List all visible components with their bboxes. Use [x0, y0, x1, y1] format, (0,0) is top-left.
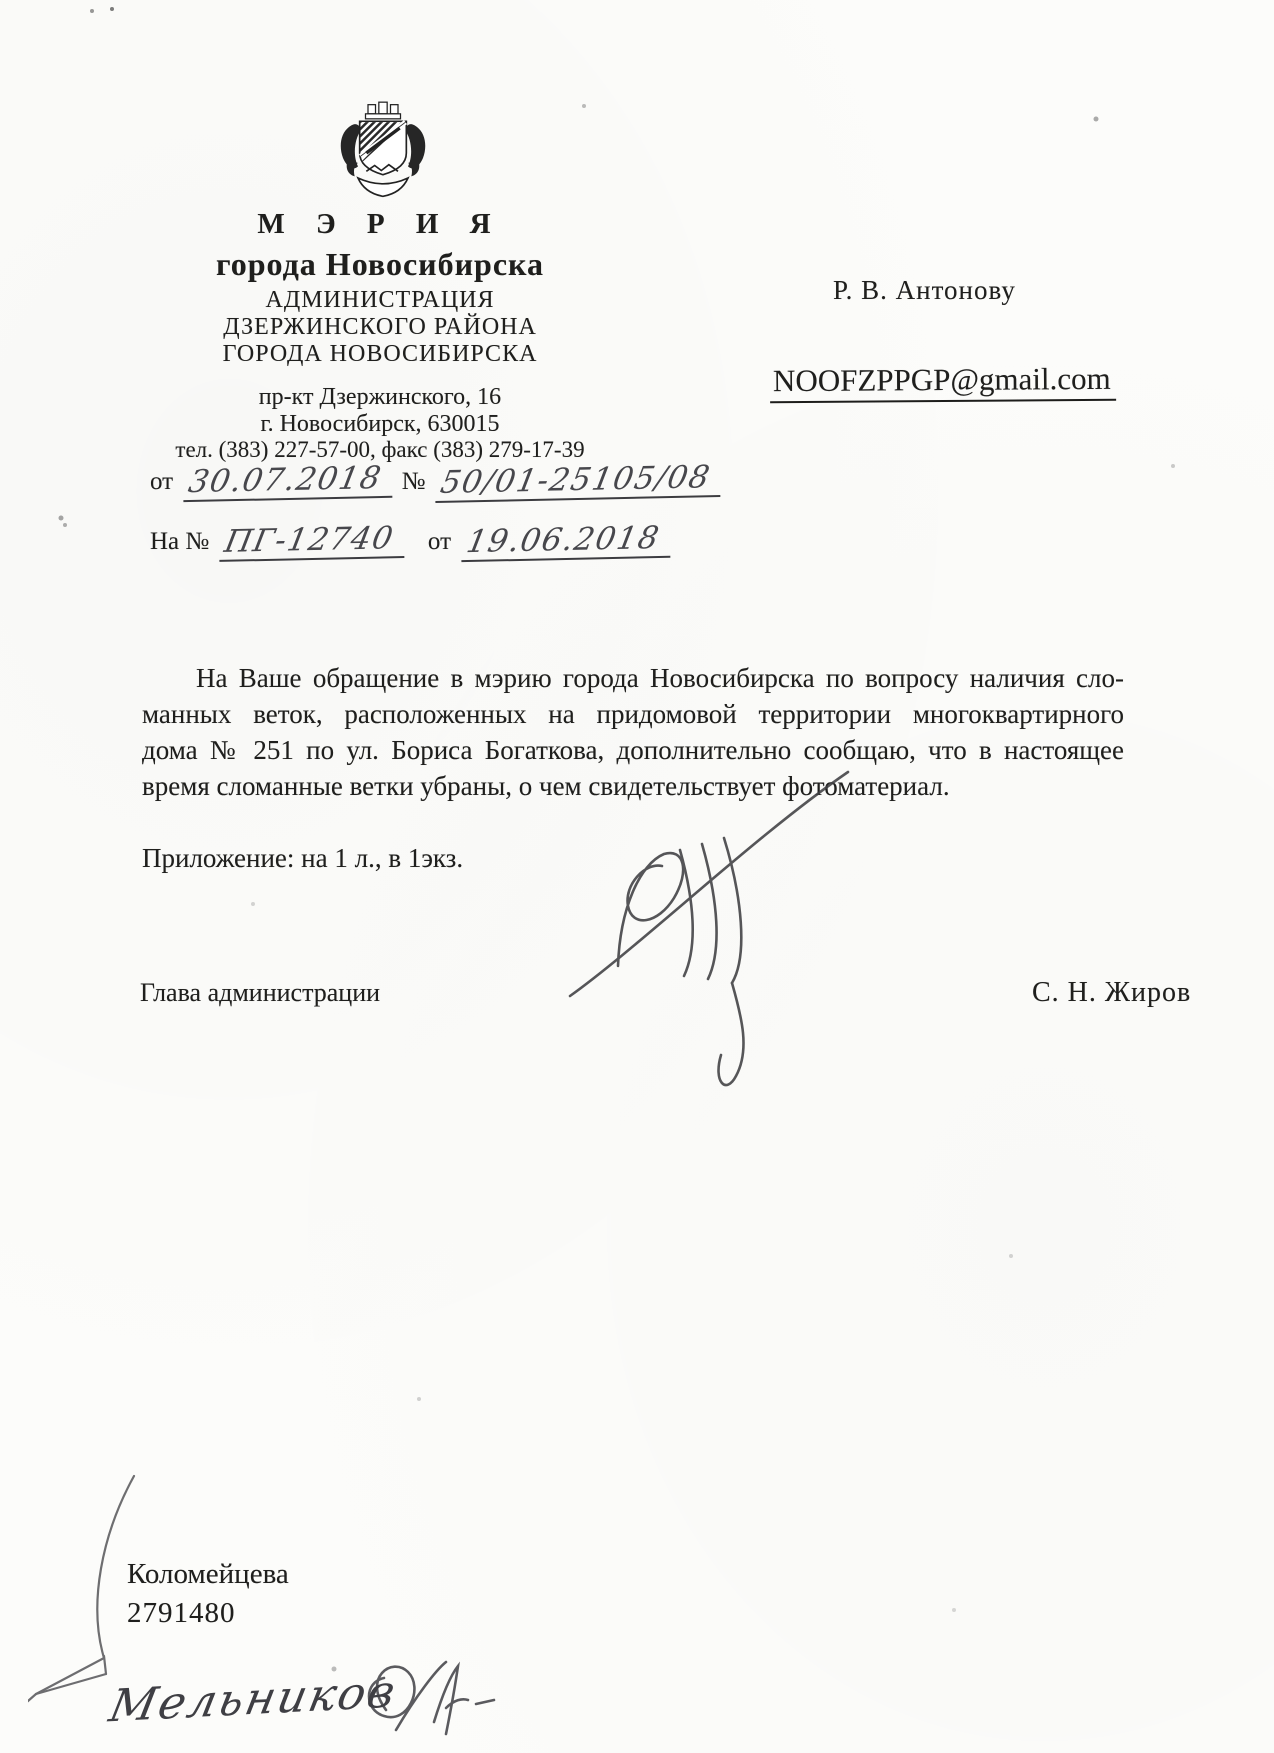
incoming-reference-line [150, 519, 670, 561]
outgoing-number-field [435, 459, 721, 503]
initials-flourish-icon [342, 1652, 512, 1753]
signature-scribble-icon [560, 758, 860, 1098]
incoming-date-label: от [427, 528, 452, 555]
address-street: пр-кт Дзержинского, 16 [258, 384, 502, 410]
recipient-name: Р. В. Антонову [833, 275, 1016, 305]
incoming-date-value: 19.06.2018 [463, 519, 663, 561]
novosibirsk-emblem-icon [333, 98, 433, 203]
outgoing-reference-line [150, 459, 721, 501]
executor-name: Коломейцева [127, 1558, 289, 1590]
org-title-city: города Новосибирска [216, 246, 544, 282]
outgoing-date-field [183, 460, 392, 502]
handwritten-executor-note: Мельников [105, 1664, 402, 1733]
address-city: г. Новосибирск, 630015 [260, 411, 500, 437]
outgoing-number-value: 50/01-25105/08 [438, 459, 715, 501]
body-line: дома № 251 по ул. Бориса Богаткова, дополнительно сообщаю, что в настоящее [142, 735, 1124, 765]
outgoing-date-value: 30.07.2018 [185, 459, 386, 501]
org-subtitle-district: ДЗЕРЖИНСКОГО РАЙОНА [223, 314, 537, 340]
incoming-date-field [461, 520, 670, 562]
outgoing-number-label: № [401, 468, 426, 495]
incoming-number-value: ПГ-12740 [221, 520, 398, 560]
org-subtitle-administration: АДМИНИСТРАЦИЯ [265, 287, 495, 313]
signatory-name: С. Н. Жиров [1032, 977, 1192, 1008]
org-title-meriya: М Э Р И Я [257, 208, 503, 240]
recipient-email: NOOFZPPGP@gmail.com [770, 361, 1116, 403]
incoming-number-field [219, 520, 404, 562]
body-line: манных веток, расположенных на придомовой территории многоквартирного [142, 699, 1124, 729]
body-line: На Ваше обращение в мэрию города Новосибирска по вопросу наличия сло- [196, 663, 1124, 693]
org-subtitle-city: ГОРОДА НОВОСИБИРСКА [222, 341, 538, 367]
scan-artifacts [0, 0, 2, 2]
incoming-number-label: На № [150, 528, 210, 555]
attachment-note: Приложение: на 1 л., в 1экз. [142, 843, 464, 873]
outgoing-date-label: от [150, 468, 174, 495]
address-phone-fax: тел. (383) 227-57-00, факс (383) 279-17-39 [175, 437, 585, 462]
body-line: время сломанные ветки убраны, о чем свидетельствует фотоматериал. [142, 771, 950, 801]
executor-phone: 2791480 [127, 1597, 236, 1629]
signatory-position: Глава администрации [140, 978, 381, 1007]
